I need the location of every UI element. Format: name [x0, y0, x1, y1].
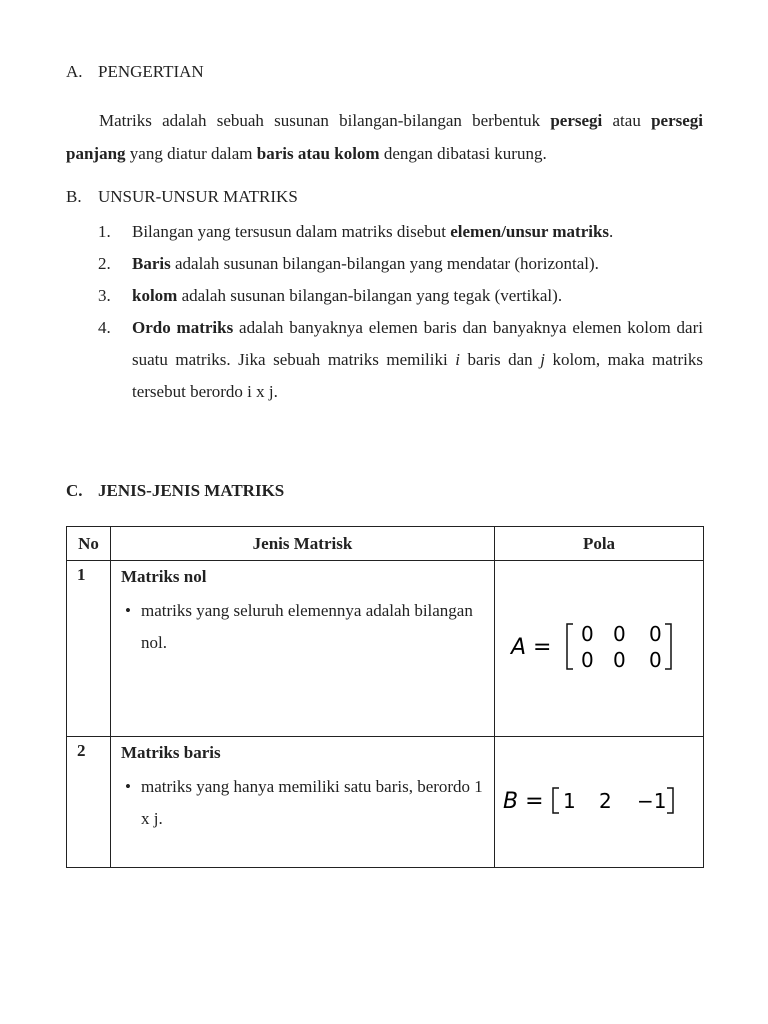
- italic-var: j: [540, 350, 545, 369]
- pattern-cell: [495, 737, 704, 868]
- table-row: [67, 737, 704, 868]
- section-letter: B.: [66, 187, 82, 206]
- text: kolom, maka matriks tersebut berordo i x j.: [132, 350, 704, 401]
- list-item: [98, 312, 703, 408]
- text: baris dan: [460, 350, 541, 369]
- bullet-item: [121, 771, 494, 835]
- italic-var: i: [455, 350, 460, 369]
- type-title: Matriks nol: [121, 567, 207, 586]
- matrix-entry: 0: [649, 648, 662, 672]
- pattern-cell: [495, 561, 704, 737]
- type-description: matriks yang seluruh elemennya adalah bilangan nol.: [141, 601, 473, 652]
- type-title: Matriks baris: [121, 743, 221, 762]
- text: adalah susunan bilangan-bilangan yang tegak (vertikal).: [177, 286, 563, 305]
- type-cell: [111, 737, 495, 868]
- bold-term: elemen/unsur matriks: [450, 222, 610, 241]
- matrix-zero-formula: [495, 611, 702, 681]
- right-bracket: [665, 624, 671, 669]
- text: atau: [602, 111, 652, 130]
- bold-term: Ordo matriks: [132, 318, 234, 337]
- section-title: UNSUR-UNSUR MATRIKS: [98, 187, 298, 206]
- text: dengan dibatasi kurung.: [379, 144, 547, 163]
- section-title: JENIS-JENIS MATRIKS: [98, 481, 285, 500]
- section-letter: C.: [66, 481, 83, 500]
- row-number: 1: [67, 561, 111, 737]
- bold-term: kolom: [132, 286, 178, 305]
- header-no: No: [67, 527, 111, 561]
- matrix-entry: 0: [649, 622, 662, 646]
- bold-term: Baris: [132, 254, 171, 273]
- section-b-heading: [66, 187, 298, 207]
- table-header-row: [67, 527, 704, 561]
- right-bracket: [667, 788, 673, 813]
- list-number: 3.: [98, 286, 111, 305]
- text: adalah susunan bilangan-bilangan yang mendatar (horizontal).: [170, 254, 599, 273]
- matrix-entry: 0: [613, 648, 626, 672]
- bold-term: baris atau kolom: [256, 144, 380, 163]
- unsur-list: [98, 216, 703, 408]
- bullet-item: [121, 595, 494, 659]
- section-title: PENGERTIAN: [98, 62, 204, 81]
- table-row: [67, 561, 704, 737]
- bold-term: persegi panjang: [66, 111, 703, 163]
- matrix-row-formula: [495, 775, 702, 825]
- row-number: 2: [67, 737, 111, 868]
- matrix-entry: 0: [613, 622, 626, 646]
- bullet-icon: •: [125, 777, 131, 796]
- list-item: [98, 248, 703, 280]
- matrix-entry: 0: [581, 622, 594, 646]
- text: adalah banyaknya elemen baris dan banyaknya elemen kolom dari suatu matriks. Jika sebuah matriks memiliki: [132, 318, 703, 369]
- matrix-entry: −1: [637, 788, 667, 813]
- bold-term: persegi: [550, 111, 603, 130]
- section-c-heading: [66, 481, 284, 501]
- matrix-entry: 1: [563, 788, 576, 813]
- text: yang diatur dalam: [125, 144, 257, 163]
- bullet-icon: •: [125, 601, 131, 620]
- text: .: [609, 222, 614, 241]
- header-jenis: Jenis Matrisk: [111, 527, 495, 561]
- left-bracket: [553, 788, 559, 813]
- type-cell: [111, 561, 495, 737]
- list-number: 4.: [98, 318, 111, 337]
- pengertian-paragraph: [66, 104, 703, 170]
- section-letter: A.: [66, 62, 83, 81]
- list-number: 2.: [98, 254, 111, 273]
- list-item: [98, 280, 703, 312]
- matrix-entry: 0: [581, 648, 594, 672]
- matrix-types-table: [66, 526, 704, 868]
- type-description: matriks yang hanya memiliki satu baris, berordo 1 x j.: [141, 777, 483, 828]
- left-bracket: [567, 624, 573, 669]
- list-number: 1.: [98, 222, 111, 241]
- text: Bilangan yang tersusun dalam matriks disebut: [132, 222, 451, 241]
- list-item: [98, 216, 703, 248]
- matrix-entry: 2: [599, 788, 612, 813]
- formula-lhs: B =: [503, 788, 544, 814]
- text: Matriks adalah sebuah susunan bilangan-bilangan berbentuk: [99, 111, 551, 130]
- header-pola: Pola: [495, 527, 704, 561]
- formula-lhs: A =: [511, 635, 552, 660]
- section-a-heading: [66, 62, 204, 82]
